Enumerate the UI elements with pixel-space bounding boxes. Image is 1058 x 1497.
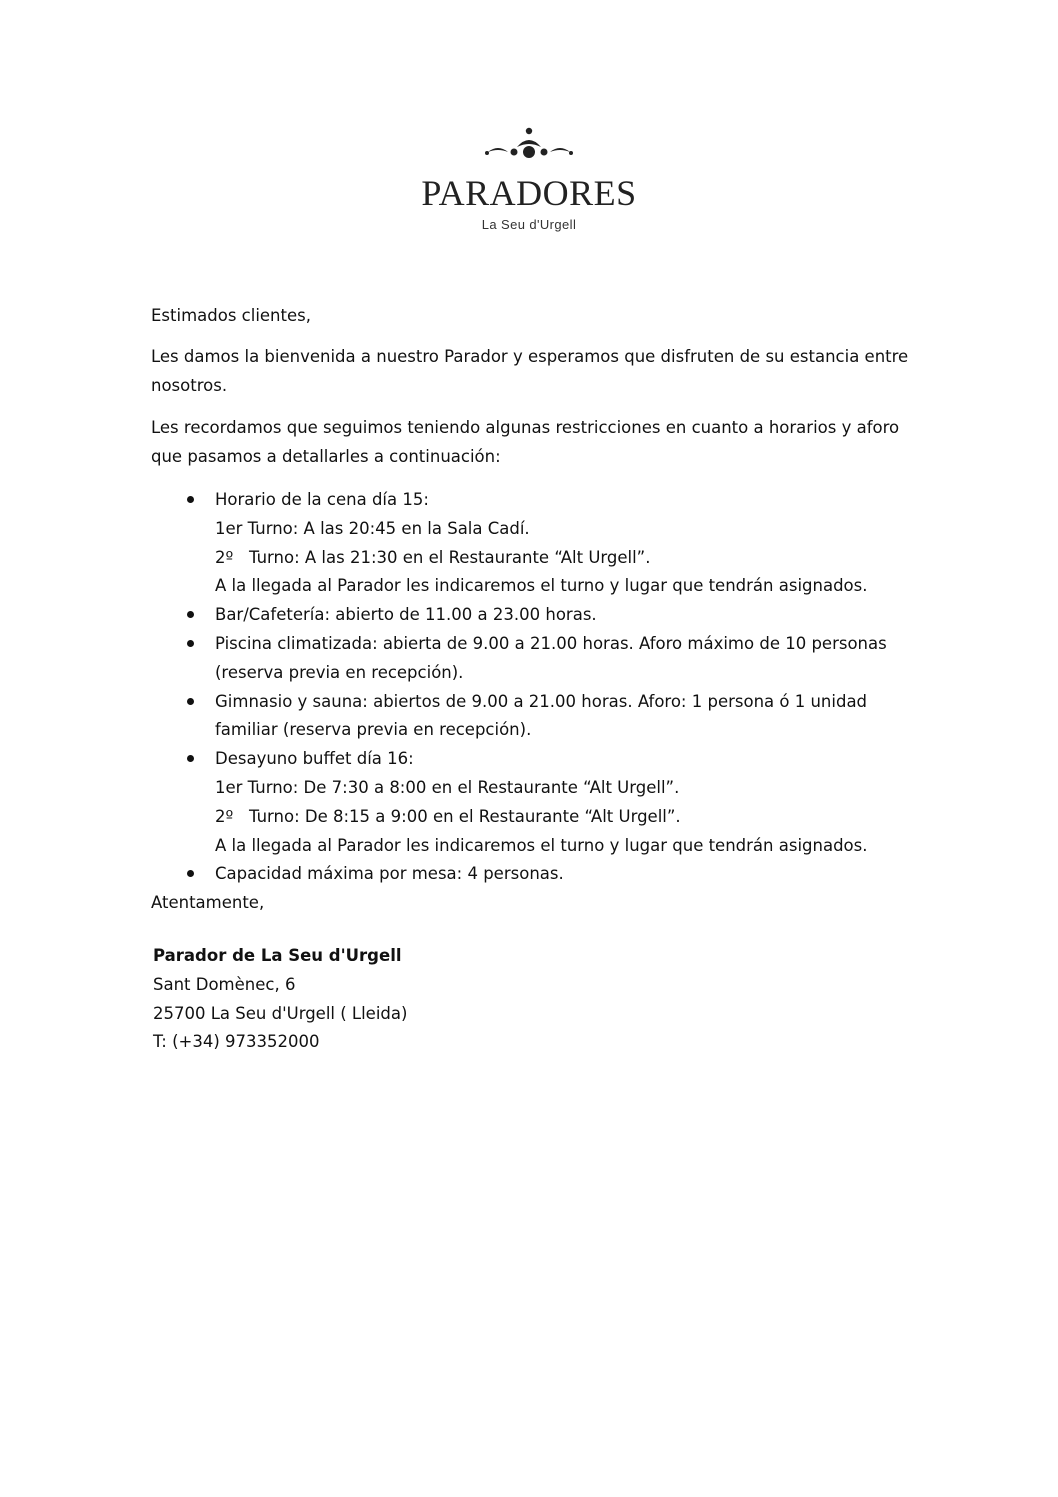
logo-location: La Seu d'Urgell	[481, 217, 577, 232]
list-item-dinner	[187, 486, 911, 601]
bullet-icon	[187, 611, 194, 618]
list-item-line: Desayuno buffet día 16:	[215, 749, 414, 769]
bullet-icon	[187, 755, 194, 762]
list-item-line: Piscina climatizada: abierta de 9.00 a 21.00 horas. Aforo máximo de 10 personas (reserva previa en recepción).	[215, 633, 887, 682]
list-item-breakfast	[187, 745, 911, 860]
list-item-line: 2º Turno: A las 21:30 en el Restaurante “Alt Urgell”.	[215, 547, 651, 567]
list-item-line: Gimnasio y sauna: abiertos de 9.00 a 21.00 horas. Aforo: 1 persona ó 1 unidad familiar (reserva previa en recepción).	[215, 691, 868, 740]
logo-wordmark: PARADORES	[421, 173, 637, 213]
list-item-line: 1er Turno: De 7:30 a 8:00 en el Restaurante “Alt Urgell”.	[215, 777, 680, 797]
list-item-line: Horario de la cena día 15:	[215, 489, 429, 509]
list-item-capacity	[187, 860, 911, 889]
bullet-icon	[187, 870, 194, 877]
closing: Atentamente,	[151, 893, 265, 913]
list-item-line: Bar/Cafetería: abierto de 11.00 a 23.00 horas.	[215, 605, 597, 625]
signature-city: 25700 La Seu d'Urgell ( Lleida)	[153, 1003, 408, 1023]
signature-phone: T: (+34) 973352000	[153, 1032, 320, 1052]
list-item-pool	[187, 630, 911, 688]
parador-logo	[0, 125, 1058, 232]
restrictions-paragraph: Les recordamos que seguimos teniendo algunas restricciones en cuanto a horarios y aforo que pasamos a detallarles a continuación:	[151, 418, 900, 467]
list-item-bar	[187, 601, 911, 630]
list-item-line: A la llegada al Parador les indicaremos el turno y lugar que tendrán asignados.	[215, 576, 868, 596]
signature-name: Parador de La Seu d'Urgell	[153, 945, 402, 965]
bullet-icon	[187, 640, 194, 647]
list-item-line: Capacidad máxima por mesa: 4 personas.	[215, 864, 564, 884]
signature-block	[151, 942, 911, 1057]
parador-crown-emblem-icon	[484, 125, 574, 165]
letter-body	[151, 302, 911, 1057]
greeting: Estimados clientes,	[151, 306, 311, 325]
list-item-line: 1er Turno: A las 20:45 en la Sala Cadí.	[215, 518, 530, 538]
signature-street: Sant Domènec, 6	[153, 974, 296, 994]
list-item-gym	[187, 688, 911, 746]
list-item-line: 2º Turno: De 8:15 a 9:00 en el Restaurante “Alt Urgell”.	[215, 806, 681, 826]
bullet-icon	[187, 496, 194, 503]
bullet-icon	[187, 698, 194, 705]
list-item-line: A la llegada al Parador les indicaremos el turno y lugar que tendrán asignados.	[215, 835, 868, 855]
schedule-list	[151, 486, 911, 889]
welcome-paragraph: Les damos la bienvenida a nuestro Parador y esperamos que disfruten de su estancia entre nosotros.	[151, 346, 909, 395]
